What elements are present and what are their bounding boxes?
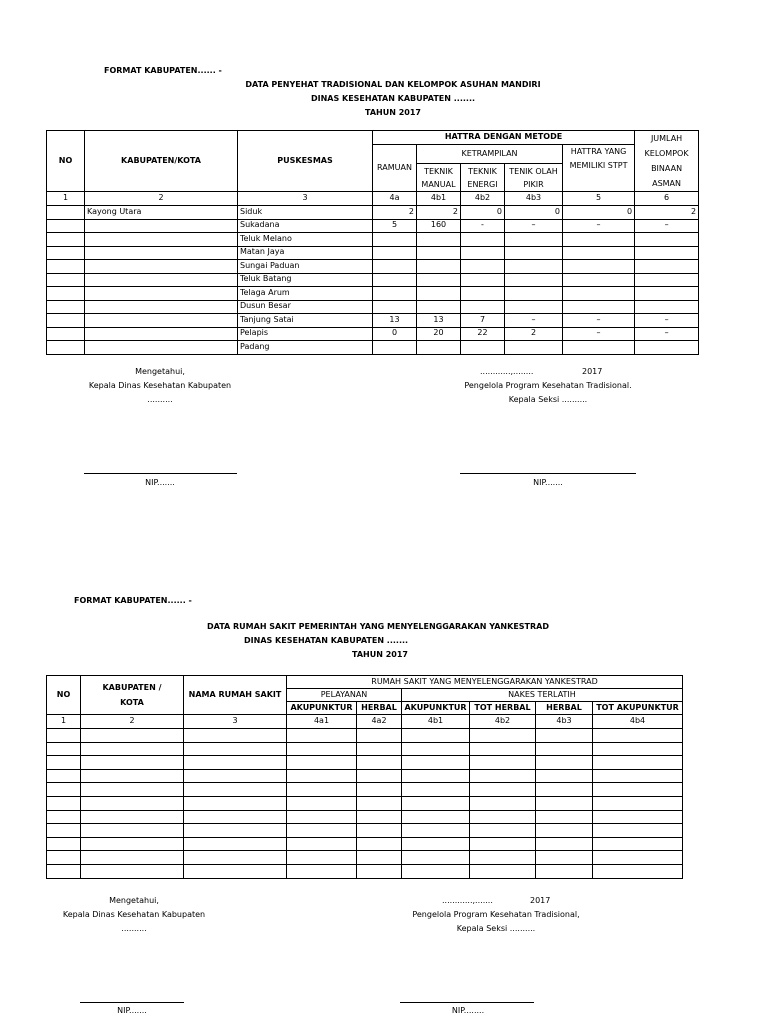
empty-cell <box>357 810 402 824</box>
value-cell <box>373 341 417 355</box>
kabupaten-cell <box>85 314 238 328</box>
empty-cell <box>593 824 683 838</box>
col-number: 5 <box>563 192 635 206</box>
value-cell: 0 <box>505 206 563 220</box>
value-cell <box>505 273 563 287</box>
empty-cell <box>470 742 536 756</box>
empty-cell <box>402 851 470 865</box>
table-row <box>47 729 683 743</box>
value-cell: – <box>505 314 563 328</box>
puskesmas-cell: Padang <box>238 341 373 355</box>
empty-cell <box>47 864 81 878</box>
row-no-cell <box>47 246 85 260</box>
sign-right-seksi: Kepala Seksi .......... <box>456 924 536 933</box>
puskesmas-cell: Teluk Melano <box>238 233 373 247</box>
value-cell <box>373 287 417 301</box>
table-row <box>47 246 699 260</box>
empty-cell <box>287 742 357 756</box>
table-row <box>47 233 699 247</box>
empty-cell <box>184 851 287 865</box>
value-cell <box>417 233 461 247</box>
value-cell <box>417 300 461 314</box>
table-row <box>47 824 683 838</box>
header-akupunktur: AKUPUNKTUR <box>402 702 470 715</box>
value-cell <box>635 300 699 314</box>
puskesmas-cell: Teluk Batang <box>238 273 373 287</box>
col-number: 3 <box>184 715 287 729</box>
header-puskesmas: PUSKESMAS <box>238 131 373 192</box>
value-cell <box>417 273 461 287</box>
col-number: 4b1 <box>402 715 470 729</box>
empty-cell <box>47 729 81 743</box>
value-cell <box>563 233 635 247</box>
header-no: NO <box>47 676 81 715</box>
empty-cell <box>593 837 683 851</box>
value-cell <box>373 300 417 314</box>
col-number: 1 <box>47 192 85 206</box>
empty-cell <box>47 796 81 810</box>
kabupaten-cell <box>85 233 238 247</box>
table-row <box>47 851 683 865</box>
kabupaten-cell <box>85 219 238 233</box>
column-number-row <box>47 192 699 206</box>
header-hattra-stpt: HATTRA YANG MEMILIKI STPT <box>563 145 635 192</box>
empty-cell <box>470 729 536 743</box>
value-cell: – <box>635 327 699 341</box>
empty-cell <box>536 810 593 824</box>
empty-cell <box>593 810 683 824</box>
empty-cell <box>470 837 536 851</box>
puskesmas-cell: Pelapis <box>238 327 373 341</box>
empty-cell <box>536 824 593 838</box>
sign-right-date: ............,........ <box>480 367 534 376</box>
value-cell <box>461 300 505 314</box>
empty-cell <box>536 837 593 851</box>
empty-cell <box>184 756 287 770</box>
document-title: DATA PENYEHAT TRADISIONAL DAN KELOMPOK ASUHAN MANDIRI <box>245 80 541 89</box>
empty-cell <box>593 864 683 878</box>
header-nama-rs: NAMA RUMAH SAKIT <box>184 676 287 715</box>
table-row <box>47 206 699 220</box>
empty-cell <box>184 769 287 783</box>
table-row <box>47 273 699 287</box>
empty-cell <box>536 769 593 783</box>
value-cell: 7 <box>461 314 505 328</box>
empty-cell <box>402 824 470 838</box>
empty-cell <box>470 769 536 783</box>
table-row <box>47 756 683 770</box>
value-cell <box>373 233 417 247</box>
column-number-row <box>47 715 683 729</box>
sign-right-seksi: Kepala Seksi .......... <box>508 395 588 404</box>
value-cell <box>563 246 635 260</box>
empty-cell <box>402 864 470 878</box>
empty-cell <box>536 796 593 810</box>
empty-cell <box>47 769 81 783</box>
value-cell <box>563 287 635 301</box>
empty-cell <box>470 756 536 770</box>
empty-cell <box>287 729 357 743</box>
value-cell: – <box>563 327 635 341</box>
format-label: FORMAT KABUPATEN...... - <box>104 66 222 75</box>
value-cell: 2 <box>417 206 461 220</box>
col-number: 4a <box>373 192 417 206</box>
header-tenik-olah-pikir: TENIK OLAH PIKIR <box>505 164 563 192</box>
empty-cell <box>81 729 184 743</box>
empty-cell <box>184 824 287 838</box>
header-nakes: NAKES TERLATIH <box>402 689 683 702</box>
sign-left-dots: .......... <box>121 924 147 933</box>
document-subtitle: DINAS KESEHATAN KABUPATEN ....... <box>244 636 409 645</box>
empty-cell <box>81 756 184 770</box>
value-cell: 2 <box>373 206 417 220</box>
hattra-table <box>46 130 699 355</box>
col-number: 4b4 <box>593 715 683 729</box>
row-no-cell <box>47 219 85 233</box>
table-row <box>47 327 699 341</box>
empty-cell <box>287 783 357 797</box>
empty-cell <box>357 756 402 770</box>
empty-cell <box>536 851 593 865</box>
empty-cell <box>536 756 593 770</box>
table-row <box>47 837 683 851</box>
empty-cell <box>184 729 287 743</box>
sign-left-mengetahui: Mengetahui, <box>135 367 185 376</box>
empty-cell <box>357 796 402 810</box>
empty-cell <box>357 783 402 797</box>
sign-right-nip: NIP....... <box>533 478 563 487</box>
sign-right-year: 2017 <box>530 896 551 905</box>
empty-cell <box>357 851 402 865</box>
header-kabupaten: KABUPATEN/KOTA <box>85 131 238 192</box>
empty-cell <box>184 783 287 797</box>
value-cell <box>635 341 699 355</box>
empty-cell <box>287 837 357 851</box>
rumah-sakit-table <box>46 675 683 879</box>
sign-left-position: Kepala Dinas Kesehatan Kabupaten <box>62 910 206 919</box>
signature-line <box>84 473 237 474</box>
empty-cell <box>287 824 357 838</box>
table-row <box>47 742 683 756</box>
empty-cell <box>536 729 593 743</box>
value-cell: – <box>505 219 563 233</box>
header-ketrampilan: KETRAMPILAN <box>417 145 563 164</box>
table-row <box>47 810 683 824</box>
empty-cell <box>81 824 184 838</box>
puskesmas-cell: Sukadana <box>238 219 373 233</box>
table-row <box>47 219 699 233</box>
row-no-cell <box>47 287 85 301</box>
empty-cell <box>593 742 683 756</box>
sign-right-year: 2017 <box>582 367 603 376</box>
empty-cell <box>47 810 81 824</box>
puskesmas-cell: Sungai Paduan <box>238 260 373 274</box>
value-cell <box>563 300 635 314</box>
empty-cell <box>593 783 683 797</box>
empty-cell <box>402 756 470 770</box>
empty-cell <box>81 769 184 783</box>
sign-right-position: Pengelola Program Kesehatan Tradisional, <box>412 910 580 919</box>
col-number: 3 <box>238 192 373 206</box>
table-row <box>47 864 683 878</box>
empty-cell <box>470 796 536 810</box>
empty-cell <box>357 864 402 878</box>
empty-cell <box>470 810 536 824</box>
value-cell <box>635 287 699 301</box>
row-no-cell <box>47 300 85 314</box>
header-teknik-energi: TEKNIK ENERGI <box>461 164 505 192</box>
value-cell <box>461 341 505 355</box>
header-jumlah-kelompok: JUMLAH KELOMPOK BINAAN ASMAN <box>635 131 699 192</box>
value-cell: - <box>461 219 505 233</box>
value-cell <box>461 233 505 247</box>
header-kabupaten-line1: KABUPATEN / <box>102 683 162 692</box>
document-subtitle: DINAS KESEHATAN KABUPATEN ....... <box>310 94 476 103</box>
empty-cell <box>593 796 683 810</box>
header-rs-group: RUMAH SAKIT YANG MENYELENGGARAKAN YANKESTRAD <box>287 676 683 689</box>
value-cell <box>563 260 635 274</box>
sign-left-position: Kepala Dinas Kesehatan Kabupaten <box>88 381 232 390</box>
value-cell: 13 <box>417 314 461 328</box>
table-row <box>47 314 699 328</box>
empty-cell <box>402 769 470 783</box>
col-number: 4a1 <box>287 715 357 729</box>
empty-cell <box>287 810 357 824</box>
row-no-cell <box>47 341 85 355</box>
col-number: 4b2 <box>461 192 505 206</box>
signature-line <box>80 1002 184 1003</box>
value-cell <box>635 233 699 247</box>
empty-cell <box>357 729 402 743</box>
col-number: 4b3 <box>536 715 593 729</box>
value-cell: 0 <box>373 327 417 341</box>
col-number: 6 <box>635 192 699 206</box>
value-cell <box>417 246 461 260</box>
empty-cell <box>287 769 357 783</box>
header-pelayanan: PELAYANAN <box>287 689 402 702</box>
empty-cell <box>81 851 184 865</box>
value-cell <box>505 287 563 301</box>
empty-cell <box>470 851 536 865</box>
value-cell: 160 <box>417 219 461 233</box>
empty-cell <box>287 756 357 770</box>
header-tot-herbal: TOT HERBAL <box>470 702 536 715</box>
col-number: 1 <box>47 715 81 729</box>
value-cell <box>505 246 563 260</box>
value-cell <box>417 260 461 274</box>
value-cell: 13 <box>373 314 417 328</box>
sign-left-mengetahui: Mengetahui, <box>109 896 159 905</box>
empty-cell <box>470 783 536 797</box>
empty-cell <box>81 837 184 851</box>
col-number: 4b1 <box>417 192 461 206</box>
value-cell: 22 <box>461 327 505 341</box>
document-year: TAHUN 2017 <box>352 650 408 659</box>
empty-cell <box>81 783 184 797</box>
col-number: 4b2 <box>470 715 536 729</box>
empty-cell <box>357 837 402 851</box>
kabupaten-cell <box>85 341 238 355</box>
empty-cell <box>184 810 287 824</box>
header-teknik-manual: TEKNIK MANUAL <box>417 164 461 192</box>
empty-cell <box>184 742 287 756</box>
value-cell <box>373 260 417 274</box>
kabupaten-cell <box>85 287 238 301</box>
value-cell <box>373 246 417 260</box>
puskesmas-cell: Siduk <box>238 206 373 220</box>
value-cell: 0 <box>563 206 635 220</box>
empty-cell <box>402 742 470 756</box>
sign-right-nip: NIP........ <box>451 1006 485 1015</box>
empty-cell <box>536 742 593 756</box>
format-label: FORMAT KABUPATEN...... - <box>74 596 192 605</box>
empty-cell <box>81 742 184 756</box>
empty-cell <box>593 769 683 783</box>
empty-cell <box>357 769 402 783</box>
document-title: DATA RUMAH SAKIT PEMERINTAH YANG MENYELENGGARAKAN YANKESTRAD <box>206 622 549 631</box>
value-cell: 20 <box>417 327 461 341</box>
signature-line <box>460 473 636 474</box>
empty-cell <box>81 864 184 878</box>
kabupaten-cell <box>85 273 238 287</box>
empty-cell <box>47 783 81 797</box>
row-no-cell <box>47 233 85 247</box>
table-row <box>47 287 699 301</box>
kabupaten-cell <box>85 300 238 314</box>
table-row <box>47 341 699 355</box>
header-no: NO <box>47 131 85 192</box>
col-number: 2 <box>85 192 238 206</box>
value-cell <box>635 273 699 287</box>
table-row <box>47 783 683 797</box>
document-year: TAHUN 2017 <box>365 108 421 117</box>
kabupaten-cell: Kayong Utara <box>85 206 238 220</box>
empty-cell <box>536 783 593 797</box>
empty-cell <box>47 742 81 756</box>
empty-cell <box>47 851 81 865</box>
value-cell: 2 <box>505 327 563 341</box>
empty-cell <box>470 824 536 838</box>
empty-cell <box>402 796 470 810</box>
value-cell <box>461 246 505 260</box>
empty-cell <box>536 864 593 878</box>
table-row <box>47 300 699 314</box>
empty-cell <box>81 796 184 810</box>
table-row <box>47 260 699 274</box>
puskesmas-cell: Matan Jaya <box>238 246 373 260</box>
empty-cell <box>184 796 287 810</box>
puskesmas-cell: Telaga Arum <box>238 287 373 301</box>
value-cell <box>505 260 563 274</box>
signature-line <box>400 1002 534 1003</box>
sign-left-dots: .......... <box>147 395 173 404</box>
value-cell <box>505 300 563 314</box>
empty-cell <box>81 810 184 824</box>
col-number: 4b3 <box>505 192 563 206</box>
col-number: 4a2 <box>357 715 402 729</box>
kabupaten-cell <box>85 260 238 274</box>
value-cell <box>417 341 461 355</box>
empty-cell <box>470 864 536 878</box>
empty-cell <box>47 837 81 851</box>
value-cell <box>563 341 635 355</box>
empty-cell <box>287 796 357 810</box>
empty-cell <box>184 864 287 878</box>
table-row <box>47 769 683 783</box>
puskesmas-cell: Tanjung Satai <box>238 314 373 328</box>
sign-left-nip: NIP....... <box>145 478 175 487</box>
value-cell: 2 <box>635 206 699 220</box>
header-kabupaten-line2: KOTA <box>120 698 144 707</box>
value-cell: 5 <box>373 219 417 233</box>
header-kabupaten <box>81 676 184 715</box>
puskesmas-cell: Dusun Besar <box>238 300 373 314</box>
empty-cell <box>47 824 81 838</box>
header-herbal: HERBAL <box>536 702 593 715</box>
empty-cell <box>184 837 287 851</box>
table-row <box>47 796 683 810</box>
header-akupunktur: AKUPUNKTUR <box>287 702 357 715</box>
empty-cell <box>357 742 402 756</box>
value-cell: – <box>563 219 635 233</box>
value-cell <box>461 287 505 301</box>
row-no-cell <box>47 327 85 341</box>
empty-cell <box>357 824 402 838</box>
header-herbal: HERBAL <box>357 702 402 715</box>
header-ramuan: RAMUAN <box>373 145 417 192</box>
row-no-cell <box>47 314 85 328</box>
empty-cell <box>402 810 470 824</box>
kabupaten-cell <box>85 246 238 260</box>
empty-cell <box>593 729 683 743</box>
empty-cell <box>287 851 357 865</box>
value-cell <box>417 287 461 301</box>
empty-cell <box>402 729 470 743</box>
value-cell: – <box>635 314 699 328</box>
header-hattra-metode: HATTRA DENGAN METODE <box>373 131 635 145</box>
value-cell <box>635 260 699 274</box>
value-cell: – <box>635 219 699 233</box>
row-no-cell <box>47 206 85 220</box>
value-cell <box>373 273 417 287</box>
value-cell <box>635 246 699 260</box>
header-tot-akupunktur: TOT AKUPUNKTUR <box>593 702 683 715</box>
value-cell: 0 <box>461 206 505 220</box>
value-cell <box>461 273 505 287</box>
empty-cell <box>402 783 470 797</box>
kabupaten-cell <box>85 327 238 341</box>
empty-cell <box>593 851 683 865</box>
value-cell <box>505 341 563 355</box>
empty-cell <box>47 756 81 770</box>
sign-right-position: Pengelola Program Kesehatan Tradisional. <box>464 381 632 390</box>
value-cell <box>505 233 563 247</box>
empty-cell <box>287 864 357 878</box>
col-number: 2 <box>81 715 184 729</box>
value-cell <box>461 260 505 274</box>
row-no-cell <box>47 260 85 274</box>
sign-left-nip: NIP....... <box>117 1006 147 1015</box>
value-cell: – <box>563 314 635 328</box>
value-cell <box>563 273 635 287</box>
sign-right-date: ............,....... <box>442 896 493 905</box>
row-no-cell <box>47 273 85 287</box>
empty-cell <box>593 756 683 770</box>
empty-cell <box>402 837 470 851</box>
